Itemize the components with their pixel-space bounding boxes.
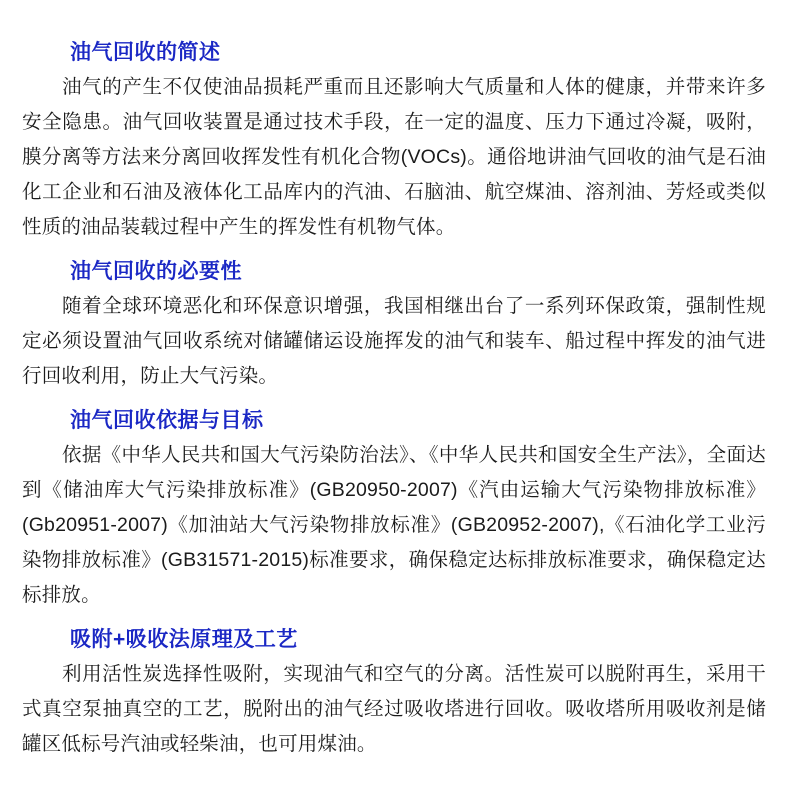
section-heading: 吸附+吸收法原理及工艺 — [70, 628, 298, 651]
section-adsorption-absorption — [22, 625, 768, 762]
section-body: 随着全球环境恶化和环保意识增强，我国相继出台了一系列环保政策，强制性规定必须设置油气回收系统对储罐储运设施挥发的油气和装车、船过程中挥发的油气进行回收利用，防止大气污染。 — [22, 295, 766, 387]
section-basis-and-goals — [22, 406, 768, 613]
section-heading: 油气回收依据与目标 — [70, 409, 264, 432]
section-overview — [22, 38, 768, 245]
section-body: 油气的产生不仅使油品损耗严重而且还影响大气质量和人体的健康，并带来许多安全隐患。油气回收装置是通过技术手段，在一定的温度、压力下通过冷凝，吸附，膜分离等方法来分离回收挥发性有机化合物(VOCs)。通俗地讲油气回收的油气是石油化工企业和石油及液体化工品库内的汽油、石脑油、航空煤油、溶剂油、芳烃或类似性质的油品装载过程中产生的挥发性有机物气体。 — [22, 76, 766, 238]
section-body: 依据《中华人民共和国大气污染防治法》、《中华人民共和国安全生产法》，全面达到《储油库大气污染排放标准》(GB20950-2007)《汽由运输大气污染物排放标准》(Gb20951-2007)《加油站大气污染物排放标准》(GB20952-2007),《石油化学工业污染物排放标准》(GB31571-2015)标准要求，确保稳定达标排放标准要求，确保稳定达标排放。 — [22, 444, 766, 606]
section-necessity — [22, 257, 768, 394]
section-body: 利用活性炭选择性吸附，实现油气和空气的分离。活性炭可以脱附再生，采用干式真空泵抽真空的工艺，脱附出的油气经过吸收塔进行回收。吸收塔所用吸收剂是储罐区低标号汽油或轻柴油，也可用煤油。 — [22, 663, 766, 755]
section-heading: 油气回收的必要性 — [70, 260, 242, 283]
section-heading: 油气回收的简述 — [70, 41, 221, 64]
